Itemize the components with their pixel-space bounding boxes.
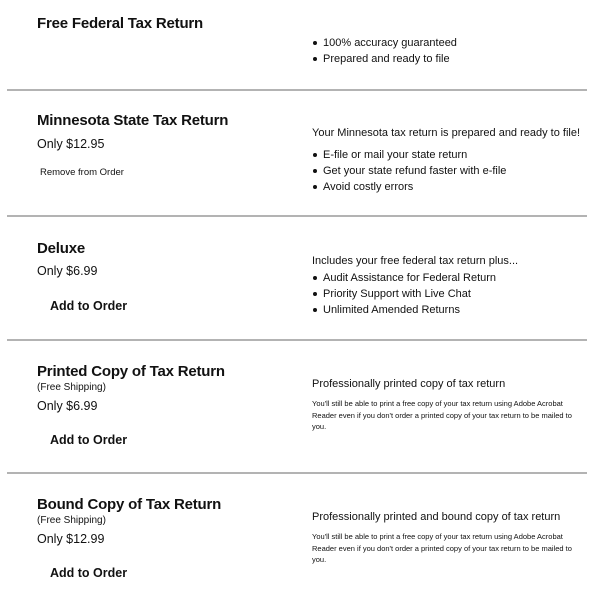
deluxe-title: Deluxe [37,240,85,257]
list-item: Get your state refund faster with e-file [312,163,506,179]
list-item: Avoid costly errors [312,179,506,195]
bound-copy-shipping-note: (Free Shipping) [37,515,106,526]
bound-copy-add-to-order-button[interactable]: Add to Order [50,566,128,580]
deluxe-intro: Includes your free federal tax return plus... [312,255,519,267]
list-item: Prepared and ready to file [312,51,457,67]
state-intro: Your Minnesota tax return is prepared and ready to file! [312,127,581,139]
printed-copy-fine-print: You'll still be able to print a free copy of your tax return using Adobe Acrobat Reader even if you don't order a printed copy of your tax return to be mailed to you. [312,399,572,431]
bound-copy-title: Bound Copy of Tax Return [37,496,222,513]
printed-copy-intro: Professionally printed copy of tax return [312,378,506,390]
printed-copy-title: Printed Copy of Tax Return [37,363,225,380]
federal-feature-list [312,35,457,67]
section-divider [7,215,587,217]
state-price: Only $12.95 [37,137,105,151]
list-item: Priority Support with Live Chat [312,286,496,302]
section-divider [7,339,587,341]
bound-copy-fine-print: You'll still be able to print a free copy of your tax return using Adobe Acrobat Reader even if you don't order a printed copy of your tax return to be mailed to you. [312,532,572,564]
printed-copy-add-to-order-button[interactable]: Add to Order [50,433,128,447]
deluxe-feature-list [312,270,496,318]
list-item: Unlimited Amended Returns [312,302,496,318]
list-item: Audit Assistance for Federal Return [312,270,496,286]
state-title: Minnesota State Tax Return [37,112,229,129]
printed-copy-price: Only $6.99 [37,399,98,413]
bound-copy-price: Only $12.99 [37,532,105,546]
remove-from-order-link[interactable]: Remove from Order [40,167,124,178]
printed-copy-shipping-note: (Free Shipping) [37,382,106,393]
list-item: 100% accuracy guaranteed [312,35,457,51]
deluxe-price: Only $6.99 [37,264,98,278]
state-feature-list [312,147,506,195]
section-divider [7,89,587,91]
bound-copy-intro: Professionally printed and bound copy of tax return [312,511,561,523]
deluxe-add-to-order-button[interactable]: Add to Order [50,299,128,313]
section-divider [7,472,587,474]
federal-title: Free Federal Tax Return [37,15,204,32]
list-item: E-file or mail your state return [312,147,506,163]
